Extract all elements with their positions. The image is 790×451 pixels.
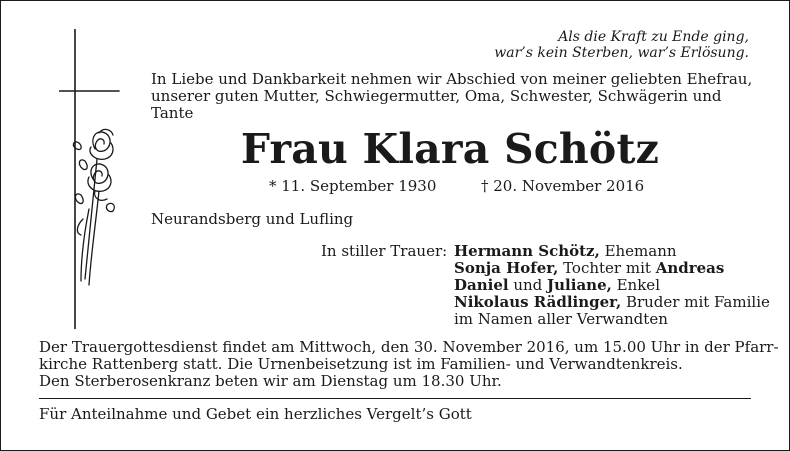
mourner-line: im Namen aller Verwandten [454,310,668,328]
mourner-relation: Ehemann [599,242,677,260]
birth-date: * 11. September 1930 [269,177,437,195]
mourner-name: Juliane, [547,276,612,294]
intro-line: unserer guten Mutter, Schwiegermutter, Oma, Schwester, Schwägerin und Tante [151,87,722,122]
service-line: kirche Rattenberg statt. Die Urnenbeisetzung ist im Familien- und Verwandtenkreis. [39,355,683,373]
place-of-residence: Neurandsberg und Lufling [151,210,354,228]
mourner-name: Daniel [454,276,509,294]
service-info [39,338,779,390]
closing-thanks: Für Anteilnahme und Gebet ein herzliches Vergelt’s Gott [39,405,472,423]
divider [39,398,751,399]
mourner-name: Sonja Hofer, [454,259,559,277]
cross-with-roses-icon [59,29,131,329]
motto-line: war’s kein Sterben, war’s Erlösung. [494,45,749,61]
mourner-name: Hermann Schötz, [454,242,600,260]
service-line: Der Trauergottesdienst findet am Mittwoch, den 30. November 2016, um 15.00 Uhr in der Pfarr- [39,338,779,356]
mourner-relation: und [508,276,548,294]
mourner-line [454,243,764,260]
mourner-relation: Tochter mit [558,259,656,277]
mourner-name: Nikolaus Rädlinger, [454,293,622,311]
mourner-relation: Enkel [611,276,660,294]
service-line: Den Sterberosenkranz beten wir am Dienstag um 18.30 Uhr. [39,372,502,390]
motto-line: Als die Kraft zu Ende ging, [558,29,749,45]
mourners-list [454,242,770,328]
mourner-line [454,293,770,311]
mourning-label: In stiller Trauer: [321,242,448,260]
mourner-name: Andreas [655,259,725,277]
intro-text [151,71,759,122]
death-date: † 20. November 2016 [481,177,645,195]
motto-verse [431,29,749,61]
mourner-relation: Bruder mit Familie [621,293,770,311]
deceased-name: Frau Klara Schötz [240,125,660,173]
mourner-line [454,260,764,277]
mourner-line [454,277,764,294]
intro-line: In Liebe und Dankbarkeit nehmen wir Abschied von meiner geliebten Ehefrau, [151,70,753,88]
